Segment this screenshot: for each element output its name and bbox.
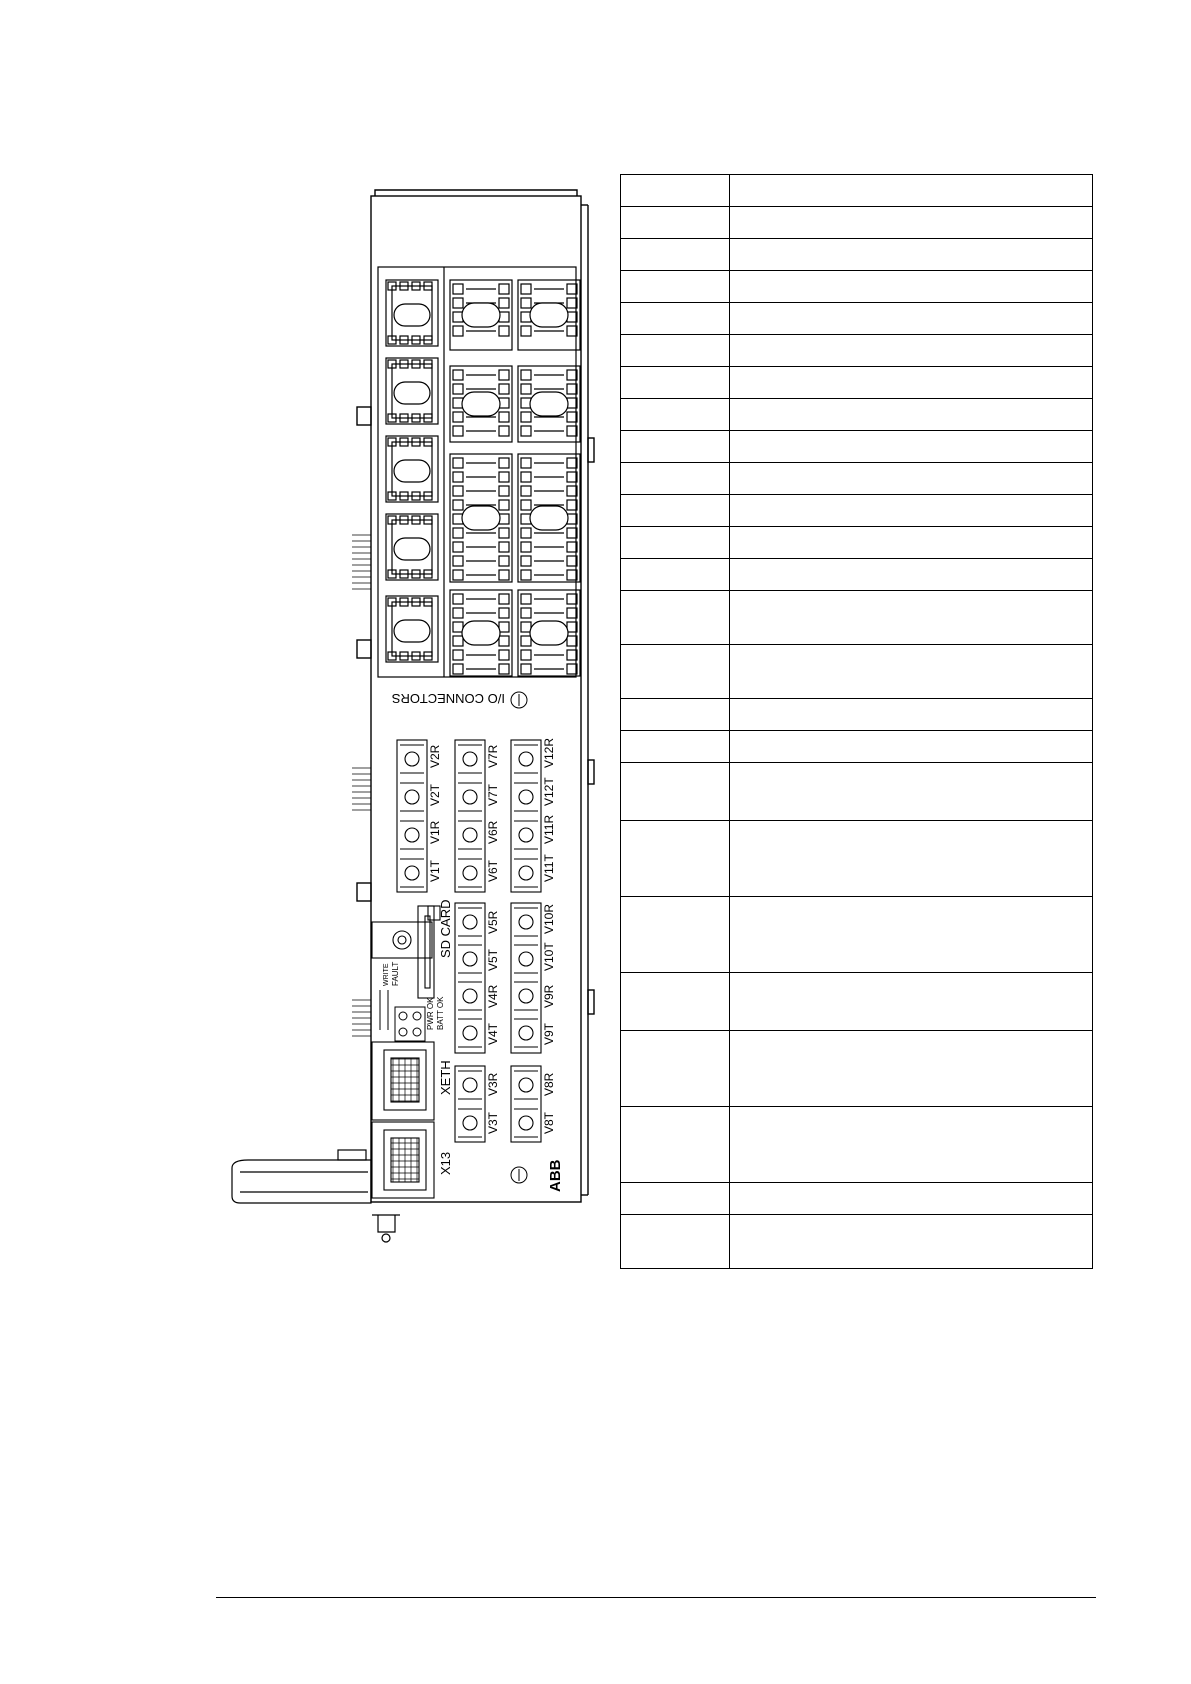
fiber-label: V10R — [542, 903, 556, 934]
table-row — [621, 335, 1093, 367]
fiber-label: V11T — [542, 854, 556, 882]
table-cell-key — [621, 1107, 730, 1183]
table-cell-description — [730, 897, 1093, 973]
fiber-label: V3R — [486, 1072, 500, 1096]
io-connector-left — [386, 514, 438, 580]
table-cell-description — [730, 973, 1093, 1031]
table-row — [621, 463, 1093, 495]
table-cell-description — [730, 731, 1093, 763]
table-cell-key — [621, 527, 730, 559]
table-row — [621, 1031, 1093, 1107]
table-cell-description — [730, 1183, 1093, 1215]
table-cell-description — [730, 207, 1093, 239]
table-row — [621, 645, 1093, 699]
led-label-write: WRITE — [383, 963, 390, 986]
io-connector-right — [450, 590, 512, 676]
fiber-label: V6R — [486, 820, 500, 844]
table-row — [621, 175, 1093, 207]
fiber-label: V12T — [542, 777, 556, 806]
table-row — [621, 207, 1093, 239]
table-row — [621, 591, 1093, 645]
table-cell-description — [730, 1215, 1093, 1269]
table-row — [621, 763, 1093, 821]
io-connector-right — [518, 366, 580, 442]
fiber-label: V7R — [486, 744, 500, 768]
table-row — [621, 303, 1093, 335]
fiber-label: V11R — [542, 814, 556, 844]
io-connector-left — [386, 358, 438, 424]
table-cell-description — [730, 559, 1093, 591]
fiber-label: V1T — [428, 859, 442, 882]
io-connector-left — [386, 280, 438, 346]
table-row — [621, 1183, 1093, 1215]
io-connector-right — [450, 366, 512, 442]
table-row — [621, 821, 1093, 897]
table-cell-key — [621, 495, 730, 527]
table-cell-key — [621, 821, 730, 897]
table-cell-key — [621, 239, 730, 271]
table-cell-key — [621, 431, 730, 463]
table-cell-description — [730, 645, 1093, 699]
io-connector-right — [518, 280, 580, 350]
table-row — [621, 271, 1093, 303]
fiber-label: V9T — [542, 1022, 556, 1045]
io-connector-right — [450, 280, 512, 350]
mounting-screw-bottom — [511, 1167, 527, 1183]
io-connector-right — [450, 454, 512, 582]
fiber-label: V5T — [486, 948, 500, 971]
fiber-label: V7T — [486, 783, 500, 806]
fiber-optic-block-bottom — [511, 1066, 541, 1142]
table-row — [621, 367, 1093, 399]
footer-rule — [216, 1597, 1096, 1598]
table-cell-key — [621, 897, 730, 973]
table-cell-key — [621, 1215, 730, 1269]
io-connector-block — [378, 267, 580, 677]
fiber-label: V3T — [486, 1111, 500, 1134]
fiber-label: V12R — [542, 737, 556, 768]
io-connector-right — [518, 454, 580, 582]
fiber-label: V10T — [542, 942, 556, 971]
table-cell-description — [730, 463, 1093, 495]
fiber-label: V8R — [542, 1072, 556, 1096]
table-cell-key — [621, 303, 730, 335]
led-label-fault: FAULT — [391, 961, 400, 986]
led-label-batt-ok: BATT OK — [436, 996, 445, 1030]
table-row — [621, 1107, 1093, 1183]
table-row — [621, 431, 1093, 463]
table-cell-description — [730, 1031, 1093, 1107]
table-cell-key — [621, 763, 730, 821]
table-cell-key — [621, 591, 730, 645]
fiber-label: V2T — [428, 783, 442, 806]
table-row — [621, 699, 1093, 731]
table-cell-key — [621, 699, 730, 731]
fiber-optic-block-lower — [511, 903, 541, 1053]
fiber-label: V5R — [486, 910, 500, 934]
fiber-label: V4R — [486, 984, 500, 1008]
fiber-label: V6T — [486, 859, 500, 882]
table-row — [621, 973, 1093, 1031]
table-cell-description — [730, 763, 1093, 821]
table-row — [621, 897, 1093, 973]
table-cell-description — [730, 591, 1093, 645]
table-cell-key — [621, 271, 730, 303]
table-cell-description — [730, 821, 1093, 897]
table-cell-description — [730, 335, 1093, 367]
fiber-label: V4T — [486, 1022, 500, 1045]
x13-port — [372, 1122, 434, 1198]
fiber-optic-block-upper — [397, 740, 427, 892]
table-cell-description — [730, 367, 1093, 399]
table-cell-key — [621, 645, 730, 699]
led-label-pwr-ok: PWR OK — [426, 997, 435, 1030]
fiber-optic-block-upper — [455, 740, 485, 892]
abb-logo: ABB — [547, 1159, 564, 1192]
table-cell-key — [621, 175, 730, 207]
io-connector-right — [518, 590, 580, 676]
table-cell-description — [730, 1107, 1093, 1183]
fiber-label: V2R — [428, 744, 442, 768]
table-row — [621, 399, 1093, 431]
table-cell-key — [621, 731, 730, 763]
io-connector-left — [386, 596, 438, 662]
fiber-optic-block-lower — [455, 903, 485, 1053]
table-cell-description — [730, 495, 1093, 527]
io-connectors-label: I/O CONNECTORS — [391, 691, 505, 706]
table-row — [621, 239, 1093, 271]
table-cell-description — [730, 239, 1093, 271]
table-row — [621, 559, 1093, 591]
table-cell-description — [730, 303, 1093, 335]
table-cell-key — [621, 399, 730, 431]
fiber-label: V9R — [542, 984, 556, 1008]
table-cell-key — [621, 335, 730, 367]
table-cell-key — [621, 1183, 730, 1215]
table-cell-description — [730, 175, 1093, 207]
table-row — [621, 731, 1093, 763]
table-cell-key — [621, 1031, 730, 1107]
panel-bracket — [232, 1150, 400, 1242]
table-cell-description — [730, 699, 1093, 731]
xeth-label: XETH — [438, 1060, 453, 1095]
table-cell-description — [730, 431, 1093, 463]
table-cell-description — [730, 399, 1093, 431]
table-cell-key — [621, 367, 730, 399]
reference-table — [620, 174, 1093, 1269]
table-cell-key — [621, 559, 730, 591]
fiber-optic-block-bottom — [455, 1066, 485, 1142]
table-cell-key — [621, 973, 730, 1031]
table-cell-key — [621, 207, 730, 239]
table-row — [621, 1215, 1093, 1269]
mounting-screw-top — [511, 692, 527, 708]
table-cell-description — [730, 271, 1093, 303]
fiber-label: V1R — [428, 820, 442, 844]
table-cell-key — [621, 463, 730, 495]
io-connector-left — [386, 436, 438, 502]
xeth-port — [372, 1042, 434, 1120]
fiber-optic-block-upper — [511, 740, 541, 892]
sd-card-label: SD CARD — [438, 899, 453, 958]
fiber-label: V8T — [542, 1111, 556, 1134]
table-row — [621, 495, 1093, 527]
table-row — [621, 527, 1093, 559]
table-cell-description — [730, 527, 1093, 559]
x13-label: X13 — [438, 1151, 453, 1175]
